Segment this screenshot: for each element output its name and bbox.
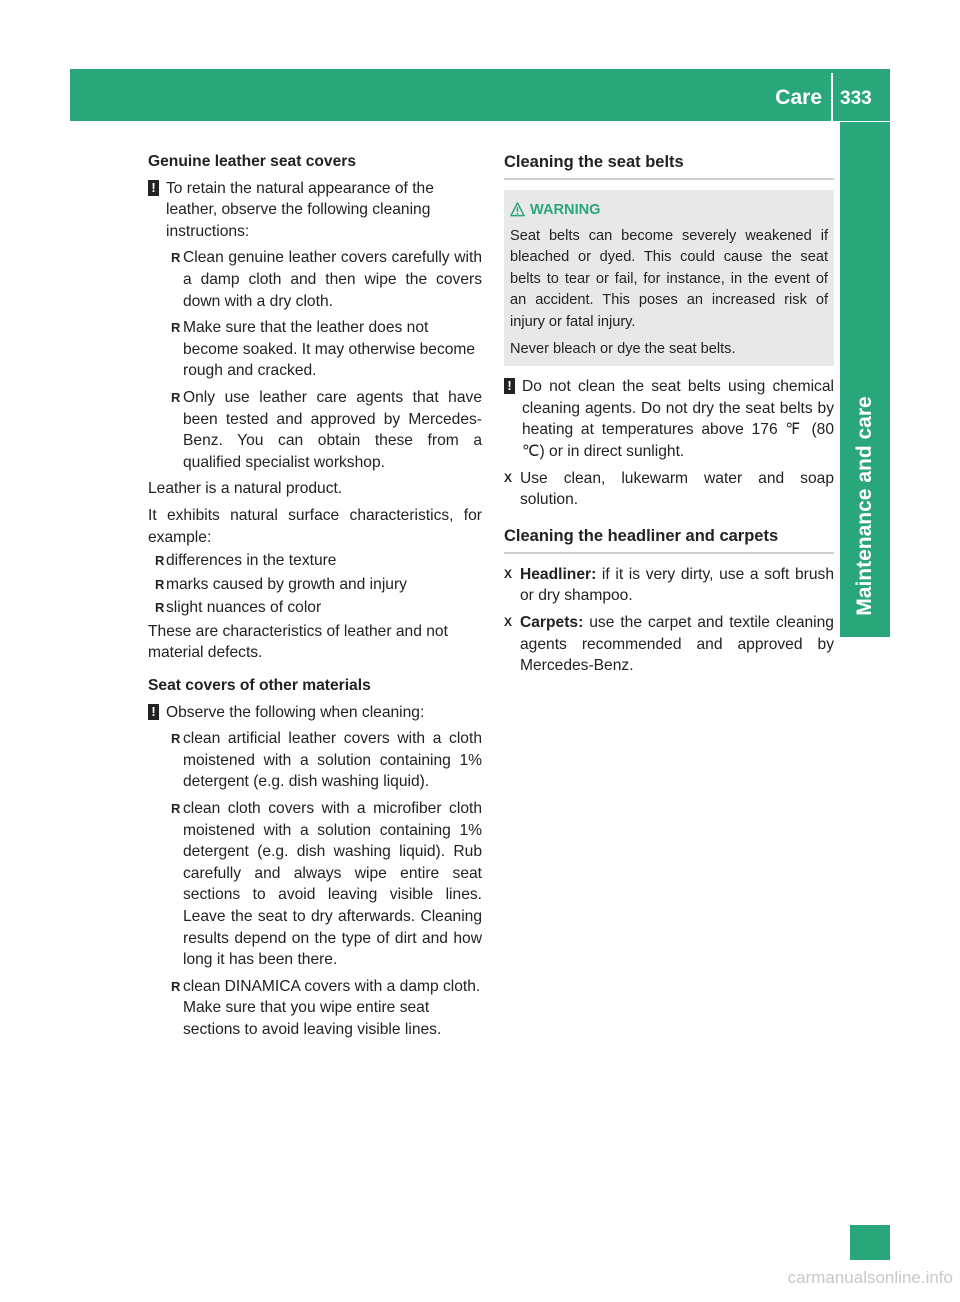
step-text: if it is very dirty, use a soft brush or dry shampoo. <box>520 565 834 605</box>
bullet-icon: R <box>171 978 181 994</box>
bullet-icon: R <box>171 389 181 405</box>
list-item-text: marks caused by growth and injury <box>166 575 407 593</box>
list-item <box>148 728 482 793</box>
bullet-icon: R <box>171 250 181 266</box>
warning-text: Seat belts can become severely weakened if bleached or dyed. This could cause the seat belts to tear or fail, for instance, in the event of an accident. This poses an increased risk of injury or fatal injury. <box>510 227 828 330</box>
list-item-text: Clean genuine leather covers carefully with a damp cloth and then wipe the covers down with a dry cloth. <box>183 249 482 310</box>
seat-belts-note <box>504 376 834 462</box>
seat-belts-note-text: Do not clean the seat belts using chemical cleaning agents. Do not dry the seat belts by heating at temperatures above 176 ℉ (80 ℃) or in direct sunlight. <box>522 378 834 460</box>
step-arrow-icon: X <box>504 566 513 581</box>
bullet-icon: R <box>155 576 165 592</box>
right-column <box>504 151 834 677</box>
bullet-icon: R <box>155 600 165 616</box>
natural-product-text: Leather is a natural product. <box>148 480 343 498</box>
page-number: 333 <box>840 88 872 109</box>
genuine-leather-note <box>148 178 482 243</box>
step-arrow-icon: X <box>504 470 513 485</box>
bullet-icon: R <box>171 731 181 747</box>
side-tab-block <box>850 1225 890 1260</box>
header-divider <box>831 73 833 121</box>
warning-instruction: Never bleach or dye the seat belts. <box>510 340 736 357</box>
list-item <box>148 247 482 312</box>
bullet-icon: R <box>171 320 181 336</box>
list-item <box>148 798 482 971</box>
step-text: use the carpet and textile cleaning agents recommended and approved by Mercedes-Benz. <box>520 613 834 675</box>
warning-triangle-icon <box>510 202 525 217</box>
other-materials-heading: Seat covers of other materials <box>148 677 371 695</box>
header-bar <box>70 69 890 121</box>
list-item <box>148 574 482 596</box>
genuine-leather-heading: Genuine leather seat covers <box>148 153 357 170</box>
list-item <box>148 317 482 382</box>
list-item <box>148 976 482 1041</box>
list-item-text: Make sure that the leather does not become soaked. It may otherwise become rough and cracked. <box>183 319 476 380</box>
headliner-heading: Cleaning the headliner and carpets <box>504 525 834 554</box>
seat-belts-heading: Cleaning the seat belts <box>504 151 834 180</box>
exclamation-icon: ! <box>504 378 515 394</box>
left-column <box>148 151 482 1041</box>
not-defects-text: These are characteristics of leather and not material defects. <box>148 622 448 662</box>
step-arrow-icon: X <box>504 614 513 629</box>
list-item-text: clean DINAMICA covers with a damp cloth. Make sure that you wipe entire seat sections to avoid leaving visible lines. <box>183 977 481 1038</box>
watermark: carmanualsonline.info <box>787 1268 953 1287</box>
side-tab-label: Maintenance and care <box>853 396 876 616</box>
genuine-leather-note-text: To retain the natural appearance of the leather, observe the following cleaning instructions: <box>166 179 434 240</box>
bullet-icon: R <box>155 553 165 569</box>
step-item <box>504 564 834 607</box>
step-label: Carpets: <box>520 613 584 631</box>
list-item-text: differences in the texture <box>166 552 337 570</box>
list-item-text: clean cloth covers with a microfiber cloth moistened with a solution containing 1% detergent (e.g. dish washing liquid). Rub carefully and always wipe entire seat sections to avoid leaving visible lines. Leave the seat to dry afterwards. Cleaning results depend on the type of dirt and how long it has been there. <box>183 800 482 969</box>
section-title: Care <box>775 86 822 109</box>
list-item <box>148 550 482 572</box>
list-item-text: Only use leather care agents that have been tested and approved by Mercedes-Benz. You can obtain these from a qualified specialist workshop. <box>183 388 482 471</box>
list-item <box>148 387 482 473</box>
exclamation-icon: ! <box>148 180 159 196</box>
other-materials-note-text: Observe the following when cleaning: <box>166 703 425 721</box>
characteristics-text: It exhibits natural surface characteristics, for example: <box>148 506 482 546</box>
other-materials-note <box>148 702 482 724</box>
step-text: Use clean, lukewarm water and soap solution. <box>520 469 834 509</box>
list-item-text: clean artificial leather covers with a cloth moistened with a solution containing 1% detergent (e.g. dish washing liquid). <box>183 730 482 791</box>
warning-header <box>510 200 828 222</box>
warning-label: WARNING <box>530 202 601 218</box>
warning-box <box>504 190 834 366</box>
list-item <box>148 597 482 619</box>
bullet-icon: R <box>171 801 181 817</box>
step-item <box>504 468 834 511</box>
step-label: Headliner: <box>520 565 597 583</box>
list-item-text: slight nuances of color <box>166 599 322 617</box>
step-item <box>504 612 834 677</box>
exclamation-icon: ! <box>148 704 159 720</box>
